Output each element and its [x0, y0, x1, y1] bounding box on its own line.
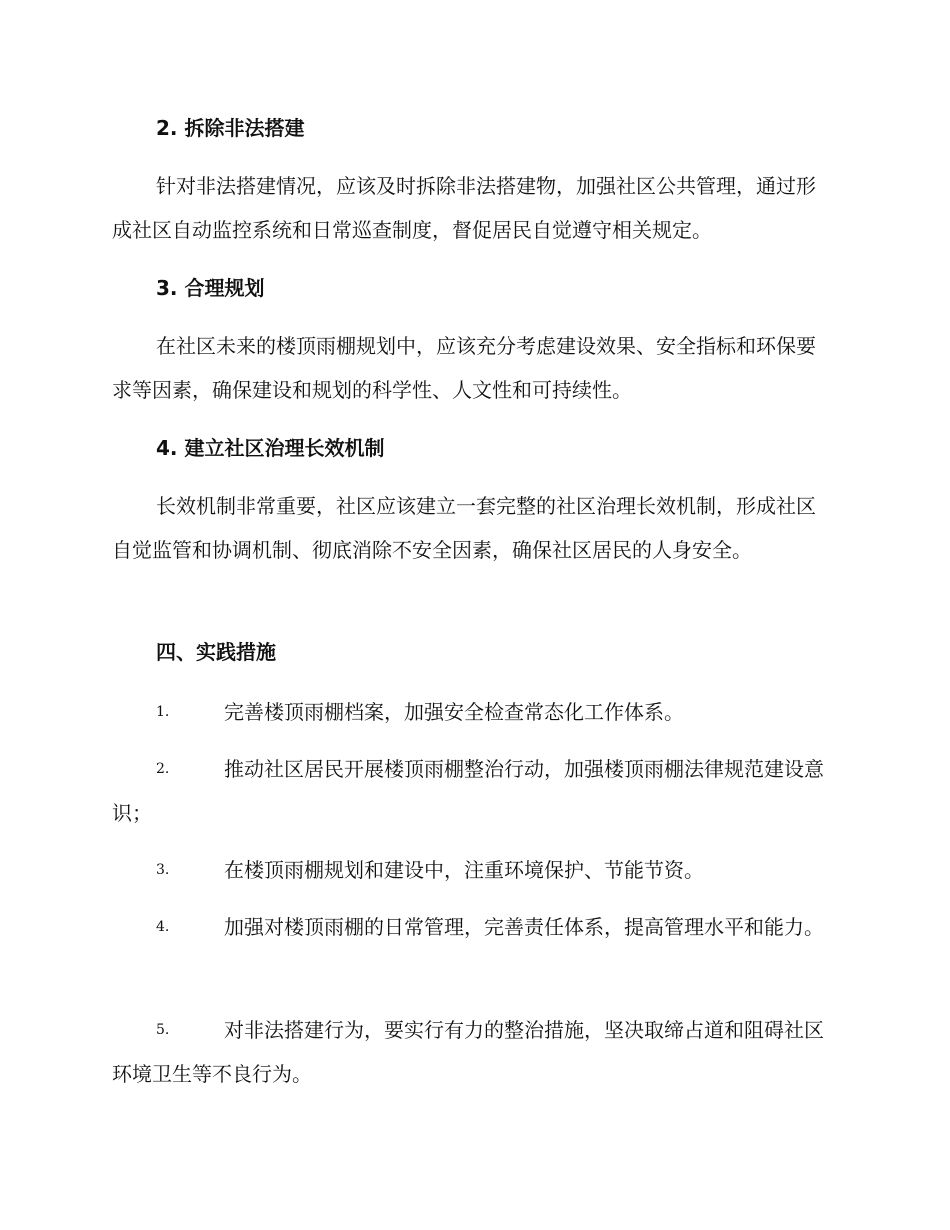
- section-paragraph-3: 在社区未来的楼顶雨棚规划中，应该充分考虑建设效果、安全指标和环保要求等因素，确保建设和规划的科学性、人文性和可持续性。: [112, 334, 816, 402]
- list-item-text: 加强对楼顶雨棚的日常管理，完善责任体系，提高管理水平和能力。: [224, 915, 824, 939]
- section-heading-3: 3. 合理规划: [156, 276, 265, 300]
- list-item-number: 1.: [156, 704, 170, 720]
- list-item-text: 对非法搭建行为，要实行有力的整治措施，坚决取缔占道和阻碍社区环境卫生等不良行为。: [112, 1018, 824, 1086]
- list-item-text: 完善楼顶雨棚档案，加强安全检查常态化工作体系。: [224, 700, 684, 724]
- list-item-number: 3.: [156, 862, 170, 878]
- list-item-number: 4.: [156, 919, 170, 935]
- practice-heading: 四、实践措施: [156, 640, 276, 664]
- section-heading-4: 4. 建立社区治理长效机制: [156, 436, 385, 460]
- section-paragraph-4: 长效机制非常重要，社区应该建立一套完整的社区治理长效机制，形成社区自觉监管和协调机制、彻底消除不安全因素，确保社区居民的人身安全。: [112, 494, 816, 562]
- section-heading-2: 2. 拆除非法搭建: [156, 116, 305, 140]
- list-item-number: 2.: [156, 761, 170, 777]
- list-item-text: 推动社区居民开展楼顶雨棚整治行动，加强楼顶雨棚法律规范建设意识；: [112, 757, 824, 825]
- list-item-number: 5.: [156, 1022, 170, 1038]
- list-item-text: 在楼顶雨棚规划和建设中，注重环境保护、节能节资。: [224, 858, 704, 882]
- section-paragraph-2: 针对非法搭建情况，应该及时拆除非法搭建物，加强社区公共管理，通过形成社区自动监控系统和日常巡查制度，督促居民自觉遵守相关规定。: [112, 174, 816, 242]
